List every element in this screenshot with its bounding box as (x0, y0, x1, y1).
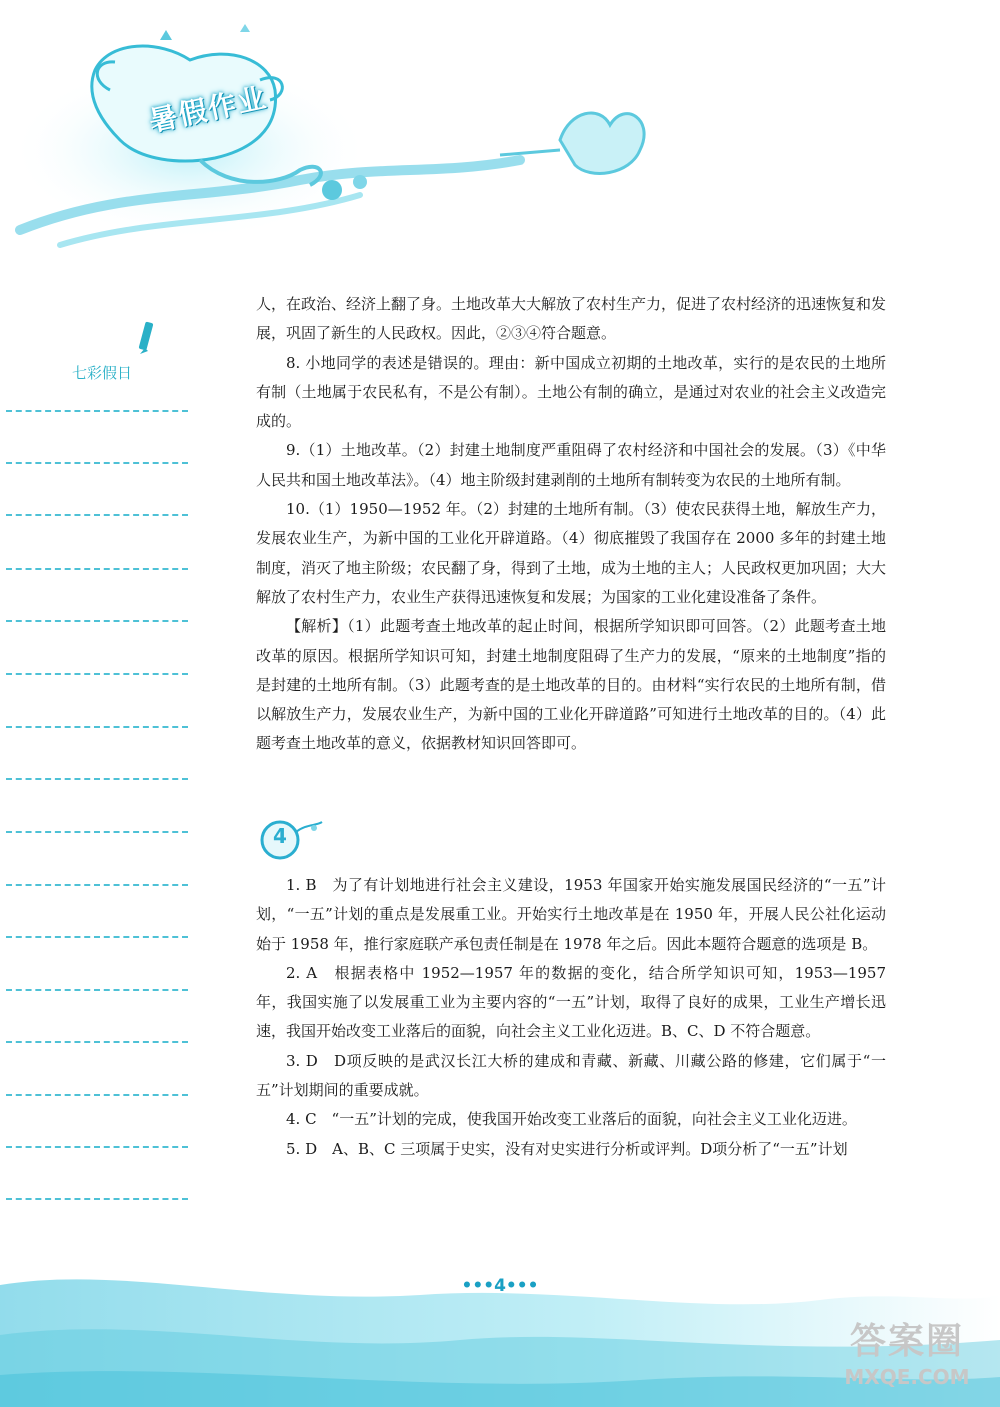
answer-paragraph: 9.（1）土地改革。（2）封建土地制度严重阻碍了农村经济和中国社会的发展。（3）《中华人民共和国土地改革法》。（4）地主阶级封建剥削的土地所有制转变为农民的土地所有制。 (256, 441, 886, 489)
analysis-paragraph: 【解析】（1）此题考查土地改革的起止时间，根据所学知识即可回答。（2）此题考查土地改革的原因。根据所学知识可知，封建土地制度阻碍了生产力的发展，“原来的土地制度”指的是封建的土地所有制。（3）此题考查的是土地改革的目的。由材料“实行农民的土地所有制，借以解放生产力，发展农业生产，为新中国的工业化开辟道路”可知进行土地改革的目的。（4）此题考查土地改革的意义，依据教材知识回答即可。 (256, 617, 886, 753)
pen-icon (136, 320, 156, 360)
watermark-url: MXQE.COM (844, 1365, 970, 1389)
sidebar (0, 300, 195, 1250)
watermark-text: 答案圈 (849, 1321, 964, 1362)
answer-section-3 (256, 290, 886, 759)
sidebar-divider (6, 778, 188, 780)
answer-section-4 (256, 871, 886, 1164)
sidebar-divider (6, 1146, 188, 1148)
answer-paragraph: 10.（1）1950—1952 年。（2）封建的土地所有制。（3）使农民获得土地，解放生产力，发展农业生产，为新中国的工业化开辟道路。（4）彻底摧毁了我国存在 2000 多年的封建土地制度，消灭了地主阶级；农民翻了身，得到了土地，成为土地的主人；人民政权更加巩固；大大解放了农村生产力，农业生产获得迅速恢复和发展；为国家的工业化建设准备了条件。 (256, 500, 887, 606)
sidebar-divider (6, 568, 188, 570)
answer-paragraph: 1. B 为了有计划地进行社会主义建设，1953 年国家开始实施发展国民经济的“一五”计划，“一五”计划的重点是发展重工业。开始实行土地改革是在 1950 年，开展人民公社化运动始于 1958 年，推行家庭联产承包责任制是在 1978 年之后。因此本题符合题意的选项是 B。 (256, 876, 886, 953)
answer-paragraph: 4. C “一五”计划的完成，使我国开始改变工业落后的面貌，向社会主义工业化迈进。 (286, 1110, 857, 1129)
sidebar-divider (6, 831, 188, 833)
badge-circle-icon (258, 818, 328, 862)
sidebar-divider (6, 936, 188, 938)
watermark-logo (822, 1320, 992, 1400)
sidebar-divider (6, 726, 188, 728)
sidebar-divider (6, 1198, 188, 1200)
sidebar-divider (6, 462, 188, 464)
sidebar-divider (6, 410, 188, 412)
answer-paragraph: 人，在政治、经济上翻了身。土地改革大大解放了农村生产力，促进了农村经济的迅速恢复和发展，巩固了新生的人民政权。因此，②③④符合题意。 (256, 295, 887, 343)
sidebar-divider (6, 989, 188, 991)
answer-paragraph: 3. D D项反映的是武汉长江大桥的建成和青藏、新藏、川藏公路的修建，它们属于“一五”计划期间的重要成就。 (256, 1051, 886, 1100)
sidebar-divider (6, 514, 188, 516)
section-number-badge (258, 818, 328, 862)
sidebar-divider (6, 673, 188, 675)
sidebar-divider (6, 1041, 188, 1043)
header-title: 暑假作业 (146, 80, 271, 139)
answer-paragraph: 2. A 根据表格中 1952—1957 年的数据的变化，结合所学知识可知，1953—1957 年，我国实施了以发展重工业为主要内容的“一五”计划，取得了良好的成果，工业生产增长迅速，我国开始改变工业落后的面貌，向社会主义工业化迈进。B、C、D 不符合题意。 (256, 963, 886, 1041)
sidebar-divider (6, 1094, 188, 1096)
page-number: •••4••• (461, 1276, 539, 1296)
sidebar-divider (6, 884, 188, 886)
answer-paragraph: 8. 小地同学的表述是错误的。理由：新中国成立初期的土地改革，实行的是农民的土地所有制（土地属于农民私有，不是公有制）。土地公有制的确立，是通过对农业的社会主义改造完成的。 (256, 353, 886, 431)
answer-paragraph: 5. D A、B、C 三项属于史实，没有对史实进行分析或评判。D项分析了“一五”计划 (286, 1139, 848, 1158)
header-vine-decoration (0, 0, 700, 260)
sidebar-label: 七彩假日 (72, 364, 133, 382)
section-number: 4 (273, 824, 287, 848)
sidebar-divider (6, 620, 188, 622)
